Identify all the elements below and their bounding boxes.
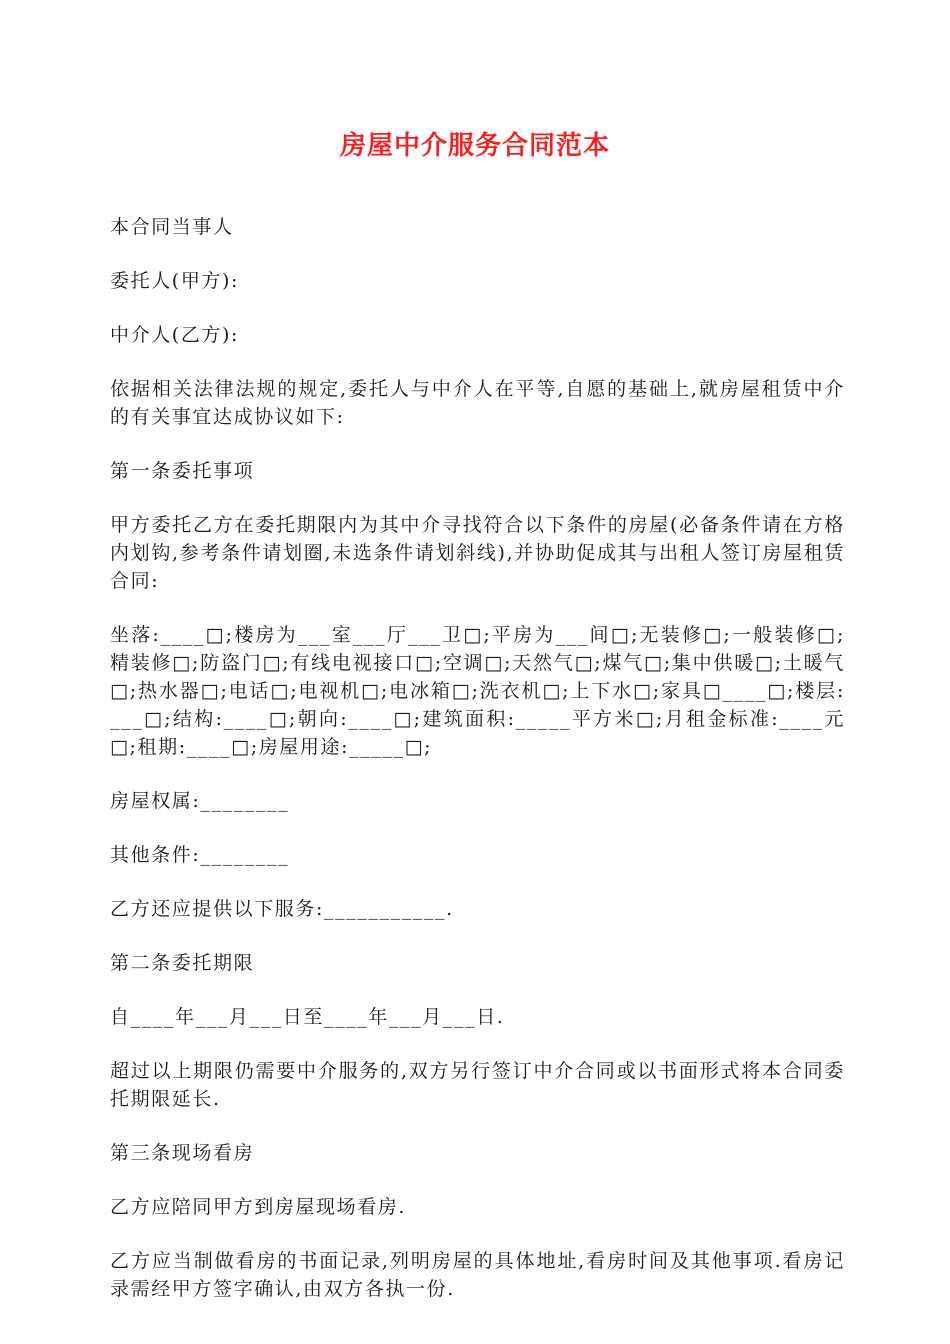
paragraph-preamble: 依据相关法律法规的规定,委托人与中介人在平等,自愿的基础上,就房屋租赁中介的有关事宜达成协议如下: bbox=[110, 378, 845, 428]
paragraph-extension: 超过以上期限仍需要中介服务的,双方另行签订中介合同或以书面形式将本合同委托期限延长. bbox=[110, 1060, 845, 1110]
paragraph-extra-services: 乙方还应提供以下服务:___________. bbox=[110, 898, 454, 920]
paragraph-conditions: 坐落:____□;楼房为___室___厅___卫□;平房为___间□;无装修□;一般装修□;精装修□;防盗门□;有线电视接口□;空调□;天然气□;煤气□;集中供暖□;土暖气□;热水器□;电话□;电视机□;电冰箱□;洗衣机□;上下水□;家具□____□;楼层:___□;结构:____□;朝向:____□;建筑面积:_____平方米□;月租金标准:____元□;租期:____□;房屋用途:_____□; bbox=[110, 624, 845, 758]
heading-article-2: 第二条委托期限 bbox=[110, 952, 255, 974]
paragraph-ownership: 房屋权属:________ bbox=[110, 790, 290, 812]
paragraph-agent: 中介人(乙方): bbox=[110, 324, 240, 346]
paragraph-commission: 甲方委托乙方在委托期限内为其中介寻找符合以下条件的房屋(必备条件请在方格内划钩,参考条件请划圈,未选条件请划斜线),并协助促成其与出租人签订房屋租赁合同: bbox=[110, 514, 845, 592]
document-title: 房屋中介服务合同范本 bbox=[339, 131, 610, 161]
document-body bbox=[110, 213, 845, 1329]
paragraph-principal: 委托人(甲方): bbox=[110, 270, 240, 292]
heading-article-3: 第三条现场看房 bbox=[110, 1142, 255, 1164]
paragraph-parties: 本合同当事人 bbox=[110, 216, 234, 238]
paragraph-viewing: 乙方应陪同甲方到房屋现场看房. bbox=[110, 1196, 407, 1218]
heading-article-1: 第一条委托事项 bbox=[110, 460, 255, 482]
paragraph-viewing-record: 乙方应当制做看房的书面记录,列明房屋的具体地址,看房时间及其他事项.看房记录需经甲方签字确认,由双方各执一份. bbox=[110, 1250, 845, 1300]
paragraph-term: 自____年___月___日至____年___月___日. bbox=[110, 1006, 505, 1028]
paragraph-other-conditions: 其他条件:________ bbox=[110, 844, 290, 866]
